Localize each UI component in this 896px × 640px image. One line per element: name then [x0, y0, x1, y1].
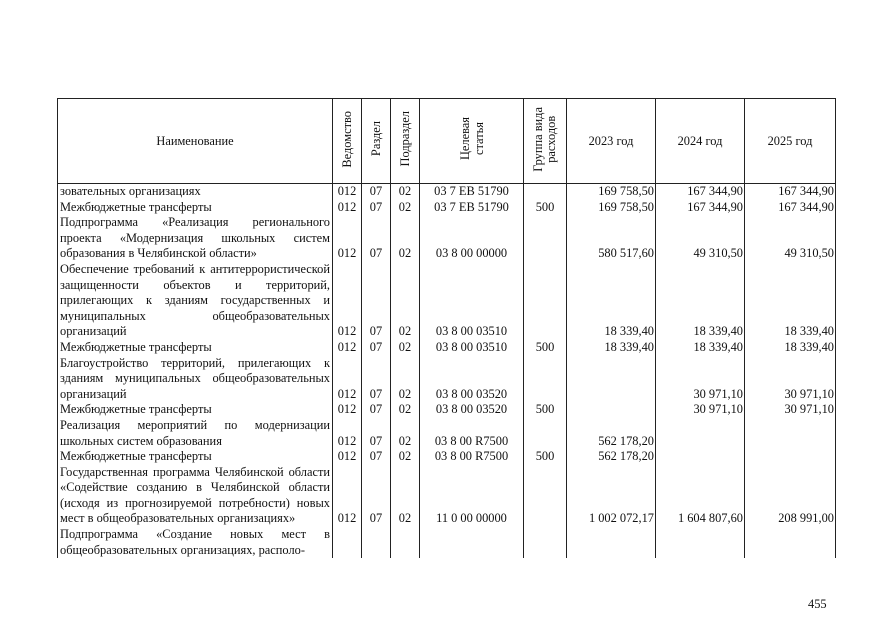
table-row: Подпрограмма «Создание новых мест в общеобразовательных организациях, располо- — [58, 527, 836, 558]
table-row: Обеспечение требований к антитеррористической защищенности объектов и территорий, прилегающих к зданиям государственных и муниципальных общеобразовательных организаций 012 07 02 03 8 00 03510 18 339,40 18 339,40 18 339,40 — [58, 262, 836, 340]
col-header-2024: 2024 год — [656, 99, 745, 184]
budget-table — [57, 98, 836, 558]
col-header-2025: 2025 год — [745, 99, 836, 184]
table-row: Межбюджетные трансферты 012 07 02 03 8 00 03520 500 30 971,10 30 971,10 — [58, 402, 836, 418]
table-header-row — [58, 99, 836, 184]
col-header-group: Группа вида расходов — [524, 99, 567, 184]
table-row: Реализация мероприятий по модернизации школьных систем образования 012 07 02 03 8 00 R7500 562 178,20 — [58, 418, 836, 449]
table-row: Межбюджетные трансферты 012 07 02 03 8 00 R7500 500 562 178,20 — [58, 449, 836, 465]
table-row: Благоустройство территорий, прилегающих к зданиям муниципальных общеобразовательных организаций 012 07 02 03 8 00 03520 30 971,10 30 971,10 — [58, 356, 836, 403]
col-header-vedomstvo: Ведомство — [333, 99, 362, 184]
table-row: зовательных организациях 012 07 02 03 7 EB 51790 169 758,50 167 344,90 167 344,90 — [58, 184, 836, 200]
table-row: Государственная программа Челябинской области «Содействие созданию в Челябинской области (исходя из прогнозируемой потребности) новых мест в общеобразовательных организациях» 012 07 02 11 0 00 00000 1 002 072,17 1 604 807,60 208 991,00 — [58, 465, 836, 527]
col-header-name: Наименование — [58, 99, 333, 184]
table-row: Межбюджетные трансферты 012 07 02 03 8 00 03510 500 18 339,40 18 339,40 18 339,40 — [58, 340, 836, 356]
col-header-podrazdel: Подраздел — [391, 99, 420, 184]
page-number: 455 — [808, 597, 827, 611]
table-row: Подпрограмма «Реализация регионального проекта «Модернизация школьных систем образования в Челябинской области» 012 07 02 03 8 00 00000 580 517,60 49 310,50 49 310,50 — [58, 215, 836, 262]
col-header-razdel: Раздел — [362, 99, 391, 184]
table-row: Межбюджетные трансферты 012 07 02 03 7 EB 51790 500 169 758,50 167 344,90 167 344,90 — [58, 200, 836, 216]
col-header-target: Целевая статья — [420, 99, 524, 184]
col-header-2023: 2023 год — [567, 99, 656, 184]
